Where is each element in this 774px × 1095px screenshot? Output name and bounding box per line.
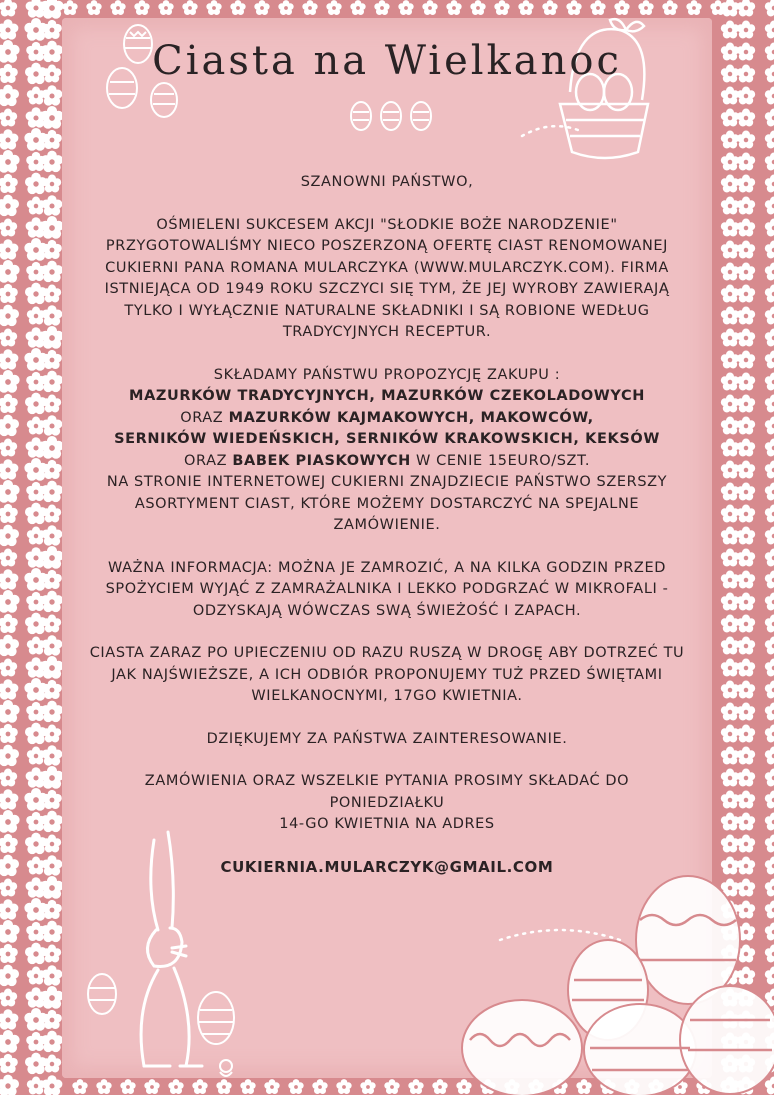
thanks-paragraph: DZIĘKUJEMY ZA PAŃSTWA ZAINTERESOWANIE. <box>206 730 568 747</box>
border-flower <box>765 395 774 413</box>
border-flower <box>42 85 63 105</box>
border-flower <box>470 0 485 15</box>
border-flower <box>0 1075 19 1095</box>
easter-eggs-bottom-right-icon <box>440 870 774 1095</box>
basket-icon <box>540 12 670 172</box>
offer-line-4-post: W CENIE 15EURO/SZT. <box>410 452 591 469</box>
border-flower <box>765 615 774 633</box>
border-flower <box>721 549 739 567</box>
border-flower <box>42 855 63 875</box>
border-flower <box>737 21 755 39</box>
border-flower <box>0 635 19 656</box>
border-flower <box>42 965 63 985</box>
border-flower <box>0 459 18 479</box>
border-flower <box>721 571 739 589</box>
greeting: SZANOWNI PAŃSTWO, <box>300 174 474 190</box>
offer-line-2-bold: MAZURKÓW KAJMAKOWYCH, MAKOWCÓW, <box>228 409 594 426</box>
border-flower <box>721 747 739 765</box>
border-flower <box>41 481 63 502</box>
border-flower <box>0 19 18 39</box>
border-flower <box>721 307 739 325</box>
border-flower <box>765 285 774 303</box>
border-flower <box>0 569 18 589</box>
border-flower <box>42 240 62 259</box>
border-flower <box>110 0 125 15</box>
border-flower <box>42 20 62 39</box>
border-flower <box>721 835 739 853</box>
border-flower <box>721 329 739 347</box>
border-flower <box>721 681 739 699</box>
border-flower <box>42 350 62 369</box>
border-flower <box>41 261 63 282</box>
border-flower <box>374 0 389 15</box>
border-flower <box>40 656 63 679</box>
border-flower <box>737 637 755 655</box>
border-flower <box>42 415 63 435</box>
border-flower <box>134 0 149 15</box>
border-flower <box>0 174 18 193</box>
border-flower <box>737 329 755 347</box>
border-flower <box>43 945 61 963</box>
border-flower <box>721 219 739 237</box>
border-flower <box>0 305 19 326</box>
border-flower <box>168 1079 183 1094</box>
border-flower <box>737 571 755 589</box>
border-flower <box>43 395 61 413</box>
border-flower <box>721 285 739 303</box>
border-flower <box>737 813 755 831</box>
border-flower <box>721 483 739 501</box>
border-flower <box>144 1079 159 1094</box>
border-flower <box>0 504 18 523</box>
border-flower <box>737 527 755 545</box>
border-flower <box>721 87 739 105</box>
border-flower <box>384 1079 399 1094</box>
border-flower <box>422 0 437 15</box>
offer-line-4-bold: BABEK PIASKOWYCH <box>232 452 411 469</box>
border-flower <box>350 0 365 15</box>
border-flower <box>0 899 18 919</box>
offer-line-1: MAZURKÓW TRADYCYJNYCH, MAZURKÓW CZEKOLADOWYCH <box>129 388 645 404</box>
border-flower <box>336 1079 351 1094</box>
border-flower <box>737 769 755 787</box>
border-flower <box>42 790 62 809</box>
orders-paragraph <box>85 771 689 836</box>
border-flower <box>737 835 755 853</box>
border-flower <box>43 725 61 743</box>
border-flower <box>0 810 20 833</box>
border-flower <box>0 195 19 216</box>
border-flower <box>398 0 413 15</box>
border-flower <box>737 549 755 567</box>
border-flower <box>765 197 774 215</box>
border-flower <box>737 307 755 325</box>
border-flower <box>41 591 63 612</box>
border-flower <box>710 0 725 15</box>
border-flower <box>721 197 739 215</box>
border-flower <box>737 0 755 16</box>
border-flower <box>41 921 63 942</box>
border-flower <box>765 483 774 501</box>
border-flower <box>518 0 533 15</box>
offer-intro: SKŁADAMY PAŃSTWU PROPOZYCJĘ ZAKUPU : <box>213 366 561 383</box>
border-flower <box>0 659 17 677</box>
border-flower <box>0 769 17 787</box>
border-flower <box>43 175 61 193</box>
border-flower <box>765 109 774 127</box>
border-flower <box>721 175 739 193</box>
border-flower <box>737 241 755 259</box>
border-flower <box>765 0 774 16</box>
border-flower <box>765 659 774 677</box>
border-flower <box>721 263 739 281</box>
border-flower <box>737 725 755 743</box>
border-flower <box>72 1079 87 1094</box>
border-flower <box>721 769 739 787</box>
border-flower <box>42 570 62 589</box>
border-flower <box>737 439 755 457</box>
border-flower <box>765 263 774 281</box>
border-flower <box>42 305 63 325</box>
border-flower <box>41 151 63 172</box>
border-flower <box>42 130 62 149</box>
info-paragraph: WAŻNA INFORMACJA: MOŻNA JE ZAMROZIĆ, A NA KILKA GODZIN PRZED SPOŻYCIEM WYJĄĆ Z ZAMRAŻALNIKA I LEKKO PODGRZAĆ W MIKROFALI - ODZYSKAJĄ WÓWCZAS SWĄ ŚWIEŻOŚĆ I ZAPACH. <box>105 559 669 619</box>
border-flower <box>765 175 774 193</box>
border-flower <box>42 745 63 765</box>
border-flower <box>40 436 63 459</box>
border-flower <box>0 439 17 457</box>
border-flower <box>765 505 774 523</box>
border-flower <box>765 527 774 545</box>
border-flower <box>0 700 20 723</box>
border-flower <box>721 153 739 171</box>
border-flower <box>0 349 18 369</box>
border-flower <box>0 260 20 283</box>
border-flower <box>41 701 63 722</box>
border-flower <box>737 153 755 171</box>
border-flower <box>240 1079 255 1094</box>
border-flower <box>326 0 341 15</box>
border-flower <box>737 593 755 611</box>
border-flower <box>765 549 774 567</box>
border-flower <box>721 813 739 831</box>
border-flower <box>765 307 774 325</box>
small-eggs-bottom-icon <box>76 960 256 1080</box>
border-flower <box>43 1055 61 1073</box>
border-flower <box>312 1079 327 1094</box>
border-flower <box>737 131 755 149</box>
border-flower <box>42 900 62 919</box>
border-flower <box>288 1079 303 1094</box>
border-flower <box>721 351 739 369</box>
border-flower <box>737 791 755 809</box>
border-flower <box>40 876 63 899</box>
border-flower <box>0 789 18 809</box>
border-flower <box>737 681 755 699</box>
border-flower <box>42 195 63 215</box>
border-flower <box>0 724 18 743</box>
border-flower <box>0 855 19 876</box>
border-flower <box>721 637 739 655</box>
border-flower <box>721 373 739 391</box>
border-flower <box>721 461 739 479</box>
border-flower <box>765 417 774 435</box>
border-flower <box>43 615 61 633</box>
border-flower <box>721 703 739 721</box>
offer-paragraph <box>85 365 689 537</box>
border-flower <box>721 593 739 611</box>
border-flower <box>0 0 17 16</box>
border-flower <box>40 766 63 789</box>
delivery-paragraph: CIASTA ZARAZ PO UPIECZENIU OD RAZU RUSZĄ W DROGĘ ABY DOTRZEĆ TU JAK NAJŚWIEŻSZE, A ICH ODBIÓR PROPONUJEMY TUŻ PRZED ŚWIĘTAMI WIELKANOCNYMI, 17GO KWIETNIA. <box>89 645 685 704</box>
border-flower <box>120 1079 135 1094</box>
border-flower <box>0 989 17 1007</box>
dotted-trail <box>520 120 580 140</box>
border-flower <box>41 371 63 392</box>
border-flower <box>0 525 19 546</box>
border-flower <box>216 1079 231 1094</box>
border-flower <box>737 109 755 127</box>
border-flower <box>0 614 18 633</box>
border-flower <box>737 483 755 501</box>
border-flower <box>0 679 18 699</box>
border-flower <box>0 590 20 613</box>
border-flower <box>737 87 755 105</box>
border-flower <box>0 1054 18 1073</box>
border-flower <box>737 395 755 413</box>
border-flower <box>264 1079 279 1094</box>
border-flower <box>62 0 77 15</box>
border-flower <box>737 747 755 765</box>
border-flower <box>43 835 61 853</box>
border-flower <box>40 0 63 19</box>
border-flower <box>0 834 18 853</box>
border-flower <box>721 439 739 457</box>
email-link[interactable]: CUKIERNIA.MULARCZYK@GMAIL.COM <box>220 857 554 876</box>
border-flower <box>765 373 774 391</box>
border-flower <box>0 944 18 963</box>
offer-line-2-pre: ORAZ <box>180 409 229 426</box>
border-flower <box>0 1009 18 1029</box>
border-flower <box>0 129 18 149</box>
border-flower <box>40 986 63 1009</box>
border-flower <box>42 680 62 699</box>
border-flower <box>43 285 61 303</box>
border-flower <box>0 370 20 393</box>
border-flower <box>737 659 755 677</box>
border-flower <box>737 373 755 391</box>
border-flower <box>737 417 755 435</box>
border-flower <box>765 461 774 479</box>
border-flower <box>765 791 774 809</box>
border-flower <box>721 395 739 413</box>
border-flower <box>737 263 755 281</box>
border-flower <box>42 1010 62 1029</box>
border-flower <box>737 197 755 215</box>
border-flower <box>254 0 269 15</box>
border-flower <box>0 85 19 106</box>
border-flower <box>408 1079 423 1094</box>
border-flower <box>182 0 197 15</box>
border-flower <box>765 131 774 149</box>
border-flower <box>0 920 20 943</box>
border-flower <box>0 150 20 173</box>
border-flower <box>0 284 18 303</box>
page-title: Ciasta na Wielkanoc <box>152 38 622 84</box>
border-flower <box>765 219 774 237</box>
border-flower <box>192 1079 207 1094</box>
border-flower <box>302 0 317 15</box>
border-flower <box>42 1075 63 1095</box>
border-flower <box>737 615 755 633</box>
border-flower <box>0 109 17 127</box>
offer-rest: NA STRONIE INTERNETOWEJ CUKIERNI ZNAJDZIECIE PAŃSTWO SZERSZY ASORTYMENT CIAST, KTÓRE MOŻEMY DOSTARCZYĆ NA SPEJALNE ZAMÓWIENIE. <box>106 474 668 533</box>
border-flower <box>737 285 755 303</box>
border-flower <box>41 1031 63 1052</box>
border-flower <box>0 745 19 766</box>
border-flower <box>0 965 19 986</box>
border-flower <box>40 106 63 129</box>
border-flower <box>158 0 173 15</box>
border-flower <box>737 219 755 237</box>
orders-line-1: ZAMÓWIENIA ORAZ WSZELKIE PYTANIA PROSIMY SKŁADAĆ DO PONIEDZIAŁKU <box>144 773 630 811</box>
border-flower <box>721 505 739 523</box>
border-flower <box>446 0 461 15</box>
border-flower <box>686 0 701 15</box>
border-flower <box>0 219 17 237</box>
border-flower <box>42 525 63 545</box>
border-flower <box>360 1079 375 1094</box>
border-flower <box>765 681 774 699</box>
border-flower <box>40 326 63 349</box>
border-flower <box>0 239 18 259</box>
border-flower <box>42 635 63 655</box>
border-flower <box>765 329 774 347</box>
border-flower <box>765 769 774 787</box>
border-flower <box>278 0 293 15</box>
border-flower <box>765 637 774 655</box>
border-flower <box>40 216 63 239</box>
border-flower <box>721 527 739 545</box>
border-flower <box>765 241 774 259</box>
border-flower <box>43 505 61 523</box>
border-flower <box>737 175 755 193</box>
border-flower <box>0 549 17 567</box>
border-flower <box>41 811 63 832</box>
border-flower <box>86 0 101 15</box>
letter-body <box>85 172 689 900</box>
border-flower <box>765 21 774 39</box>
border-flower <box>765 725 774 743</box>
border-flower <box>721 791 739 809</box>
border-flower <box>494 0 509 15</box>
border-flower <box>721 417 739 435</box>
border-flower <box>721 109 739 127</box>
border-flower <box>765 747 774 765</box>
border-flower <box>721 131 739 149</box>
border-flower <box>721 725 739 743</box>
border-flower <box>721 21 739 39</box>
border-flower <box>765 571 774 589</box>
border-flower <box>96 1079 111 1094</box>
border-flower <box>721 659 739 677</box>
border-flower <box>737 703 755 721</box>
border-flower <box>42 460 62 479</box>
border-flower <box>206 0 221 15</box>
border-flower <box>721 241 739 259</box>
border-flower <box>0 879 17 897</box>
border-flower <box>765 87 774 105</box>
offer-line-4-pre: ORAZ <box>183 452 233 469</box>
border-flower <box>737 351 755 369</box>
border-flower <box>0 1030 20 1053</box>
border-flower <box>737 505 755 523</box>
small-eggs-icon <box>345 96 437 136</box>
border-flower <box>765 153 774 171</box>
orders-line-2: 14-GO KWIETNIA NA ADRES <box>279 816 495 832</box>
border-flower <box>0 480 20 503</box>
border-flower <box>765 835 774 853</box>
border-flower <box>721 615 739 633</box>
border-flower <box>40 546 63 569</box>
offer-line-3: SERNIKÓW WIEDEŃSKICH, SERNIKÓW KRAKOWSKICH, KEKSÓW <box>114 431 660 447</box>
border-flower <box>0 394 18 413</box>
intro-paragraph: OŚMIELENI SUKCESEM AKCJI "SŁODKIE BOŻE NARODZENIE" PRZYGOTOWALIŚMY NIECO POSZERZONĄ OFERTĘ CIAST RENOMOWANEJ CUKIERNI PANA ROMANA MULARCZYKA (WWW.MULARCZYK.COM). FIRMA ISTNIEJĄCA OD 1949 ROKU SZCZYCI SIĘ TYM, ŻE JEJ WYROBY ZAWIERAJĄ TYLKO I WYŁĄCZNIE NATURALNE SKŁADNIKI I SĄ ROBIONE WEDŁUG TRADYCYJNYCH RECEPTUR. <box>104 216 670 340</box>
border-flower <box>737 461 755 479</box>
border-flower <box>230 0 245 15</box>
border-flower <box>0 329 17 347</box>
border-flower <box>0 415 19 436</box>
border-flower <box>765 439 774 457</box>
border-flower <box>765 593 774 611</box>
border-flower <box>765 813 774 831</box>
border-flower <box>765 703 774 721</box>
border-flower <box>765 351 774 369</box>
